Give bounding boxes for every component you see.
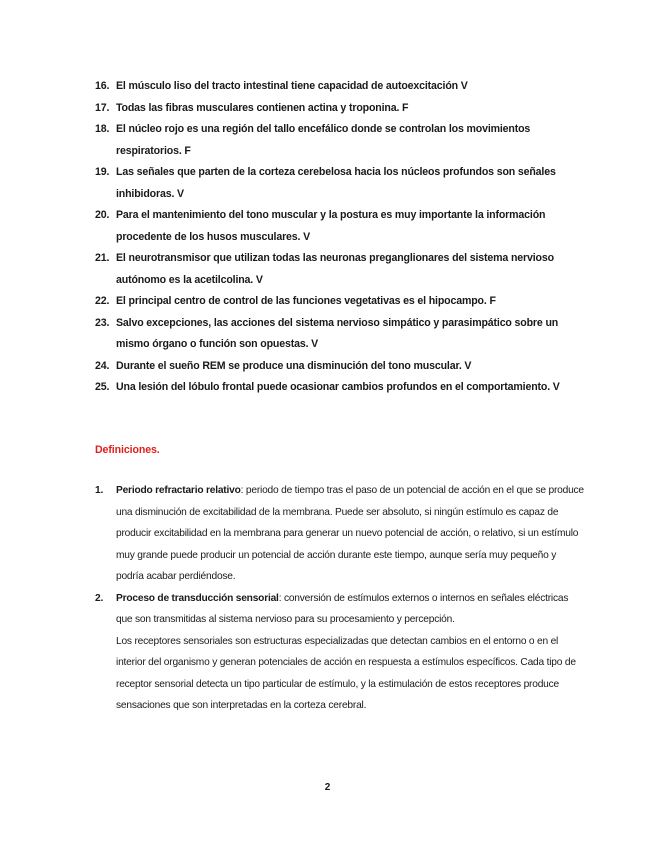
- item-text: Para el mantenimiento del tono muscular y la postura es muy importante la información procedente de los husos musculares. V: [116, 209, 546, 243]
- definition-item: [95, 480, 585, 588]
- definition-paragraph: [116, 588, 585, 631]
- true-false-list: [95, 76, 565, 399]
- definition-text: : conversión de estímulos externos o internos en señales eléctricas que son transmitidas al sistema nervioso para su procesamiento y percepción.: [116, 592, 569, 625]
- list-item: [95, 98, 565, 120]
- item-text: El principal centro de control de las funciones vegetativas es el hipocampo. F: [116, 295, 496, 307]
- item-number: 21.: [95, 252, 110, 264]
- item-number: 22.: [95, 295, 110, 307]
- definition-paragraph: Los receptores sensoriales son estructuras especializadas que detectan cambios en el entorno o en el interior del organismo y generan potenciales de acción en respuesta a estímulos específicos. Cada tipo de receptor sensorial detecta un tipo particular de estímulo, y la estimulación de estos receptores produce sensaciones que son interpretadas en la corteza cerebral.: [116, 635, 576, 711]
- item-text: Todas las fibras musculares contienen actina y troponina. F: [116, 101, 409, 114]
- item-number: 18.: [95, 123, 110, 135]
- definition-text: : periodo de tiempo tras el paso de un potencial de acción en el que se produce una disminución de excitabilidad de la membrana. Puede ser absoluto, si ningún estímulo es capaz de producir excitabilidad en la membrana para generar un nuevo potencial de acción, o relativo, si un estímulo muy grande puede producir un potencial de acción durante este tiempo, aunque sería muy pequeño y podría acabar perdiéndose.: [116, 485, 584, 582]
- item-text: Las señales que parten de la corteza cerebelosa hacia los núcleos profundos son señales inhibidoras. V: [116, 166, 556, 200]
- list-item: [95, 119, 565, 162]
- item-number: 19.: [95, 166, 110, 178]
- item-number: 17.: [95, 101, 110, 114]
- list-item: [95, 76, 565, 98]
- definition-number: 1.: [95, 485, 104, 496]
- page-number: 2: [324, 782, 331, 793]
- item-text: Salvo excepciones, las acciones del sistema nervioso simpático y parasimpático sobre un mismo órgano o función son opuestas. V: [116, 316, 559, 350]
- list-item: [95, 248, 565, 291]
- definitions-list: [95, 480, 585, 717]
- list-item: [95, 205, 565, 248]
- item-number: 25.: [95, 381, 110, 393]
- item-number: 23.: [95, 316, 110, 329]
- item-text: El neurotransmisor que utilizan todas las neuronas preganglionares del sistema nervioso autónomo es la acetilcolina. V: [116, 252, 554, 286]
- item-text: El músculo liso del tracto intestinal tiene capacidad de autoexcitación V: [116, 80, 468, 92]
- item-number: 20.: [95, 209, 110, 221]
- definition-number: 2.: [95, 592, 104, 604]
- list-item: [95, 377, 565, 399]
- definitions-heading: Definiciones.: [95, 444, 160, 456]
- item-text: Una lesión del lóbulo frontal puede ocasionar cambios profundos en el comportamiento. V: [116, 381, 560, 393]
- definition-term: Periodo refractario relativo: [116, 485, 241, 496]
- list-item: [95, 313, 565, 356]
- item-number: 16.: [95, 80, 110, 92]
- definition-paragraph: [116, 480, 585, 588]
- list-item: [95, 291, 565, 313]
- definition-term: Proceso de transducción sensorial: [116, 592, 279, 604]
- item-number: 24.: [95, 359, 110, 372]
- item-text: El núcleo rojo es una región del tallo encefálico donde se controlan los movimientos respiratorios. F: [116, 123, 531, 157]
- list-item: [95, 356, 565, 378]
- item-text: Durante el sueño REM se produce una disminución del tono muscular. V: [116, 359, 472, 372]
- list-item: [95, 162, 565, 205]
- definition-item: [95, 588, 585, 717]
